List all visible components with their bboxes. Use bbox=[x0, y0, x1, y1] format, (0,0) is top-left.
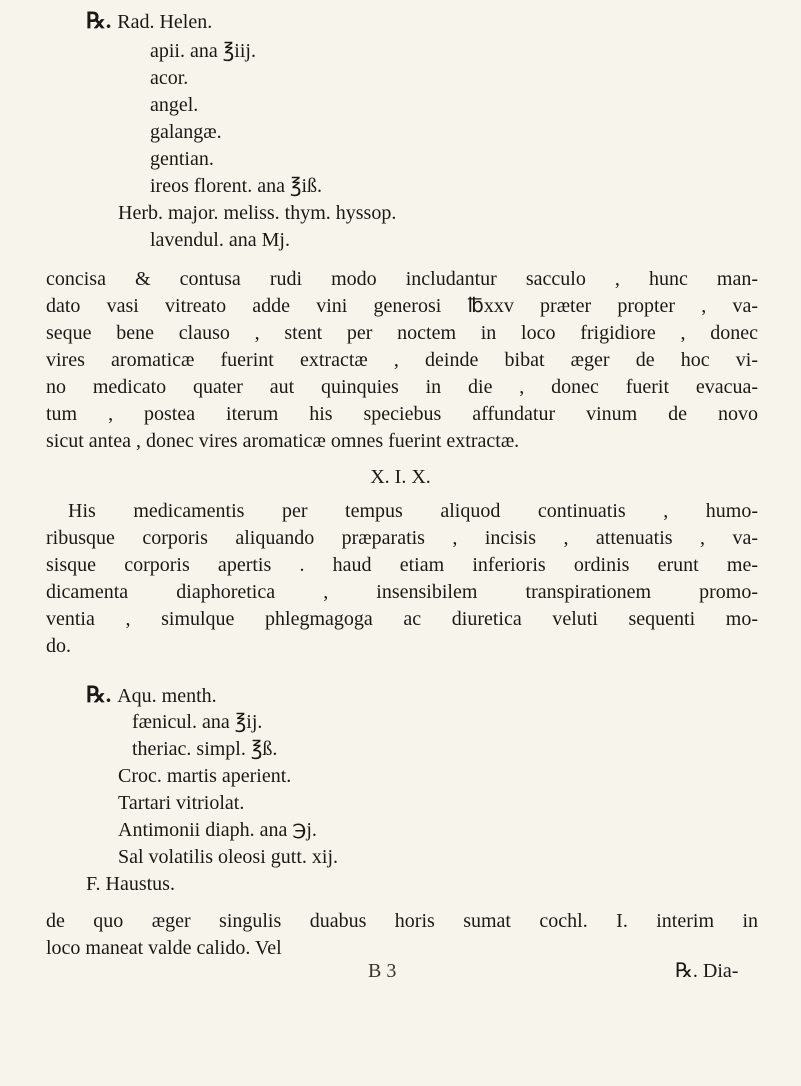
section-number: X. I. X. bbox=[370, 466, 431, 488]
signature-mark: B 3 bbox=[368, 960, 397, 982]
recipe2-ingredient: Tartari vitriolat. bbox=[118, 792, 245, 814]
recipe2-ingredient: Croc. martis aperient. bbox=[118, 765, 292, 787]
paragraph1-line: no medicato quater aut quinquies in die , donec fuerit evacua- bbox=[46, 376, 758, 398]
paragraph1-line: concisa & contusa rudi modo includantur sacculo , hunc man- bbox=[46, 268, 758, 290]
recipe1-ingredient: galangæ. bbox=[150, 121, 222, 143]
paragraph1-line: sicut antea , donec vires aromaticæ omnes fuerint extractæ. bbox=[46, 430, 520, 452]
recipe1-ingredient: lavendul. ana Mj. bbox=[150, 229, 290, 251]
paragraph2-line: dicamenta diaphoretica , insensibilem transpirationem promo- bbox=[46, 581, 758, 603]
paragraph3-line: de quo æger singulis duabus horis sumat cochl. I. interim in bbox=[46, 910, 758, 932]
paragraph1-line: seque bene clauso , stent per noctem in loco frigidiore , donec bbox=[46, 322, 758, 344]
recipe2-title: Aqu. menth. bbox=[117, 685, 217, 707]
paragraph3-line: loco maneat valde calido. Vel bbox=[46, 937, 282, 959]
recipe-symbol: ℞. bbox=[86, 8, 112, 33]
recipe2-closing: F. Haustus. bbox=[86, 873, 175, 895]
recipe1-ingredient: Herb. major. meliss. thym. hyssop. bbox=[118, 202, 397, 224]
paragraph2-line: His medicamentis per tempus aliquod continuatis , humo- bbox=[68, 500, 758, 522]
paragraph2-line: ventia , simulque phlegmagoga ac diuretica veluti sequenti mo- bbox=[46, 608, 758, 630]
paragraph1-line: vires aromaticæ fuerint extractæ , deinde bibat æger de hoc vi- bbox=[46, 349, 758, 371]
paragraph1-line: dato vasi vitreato adde vini generosi ℔xxv præter propter , va- bbox=[46, 295, 758, 317]
recipe2-ingredient: Sal volatilis oleosi gutt. xij. bbox=[118, 846, 338, 868]
recipe1-ingredient: angel. bbox=[150, 94, 199, 116]
recipe2-ingredient: theriac. simpl. ℥ß. bbox=[132, 738, 278, 760]
paragraph1-line: tum , postea iterum his speciebus affundatur vinum de novo bbox=[46, 403, 758, 425]
paragraph2-line: ribusque corporis aliquando præparatis , incisis , attenuatis , va- bbox=[46, 527, 758, 549]
catchword: ℞. Dia- bbox=[675, 960, 739, 982]
recipe-symbol: ℞. bbox=[86, 682, 112, 707]
recipe1-ingredient: apii. ana ℥iij. bbox=[150, 40, 256, 62]
paragraph2-line: sisque corporis apertis . haud etiam inferioris ordinis erunt me- bbox=[46, 554, 758, 576]
recipe1-heading bbox=[86, 10, 212, 33]
paragraph2-line: do. bbox=[46, 635, 71, 657]
recipe1-ingredient: ireos florent. ana ℥iß. bbox=[150, 175, 323, 197]
recipe2-heading bbox=[86, 684, 217, 707]
recipe1-ingredient: gentian. bbox=[150, 148, 214, 170]
recipe1-ingredient: acor. bbox=[150, 67, 189, 89]
recipe1-title: Rad. Helen. bbox=[117, 11, 213, 33]
recipe2-ingredient: fænicul. ana ℥ij. bbox=[132, 711, 263, 733]
recipe2-ingredient: Antimonii diaph. ana ℈j. bbox=[118, 819, 317, 841]
